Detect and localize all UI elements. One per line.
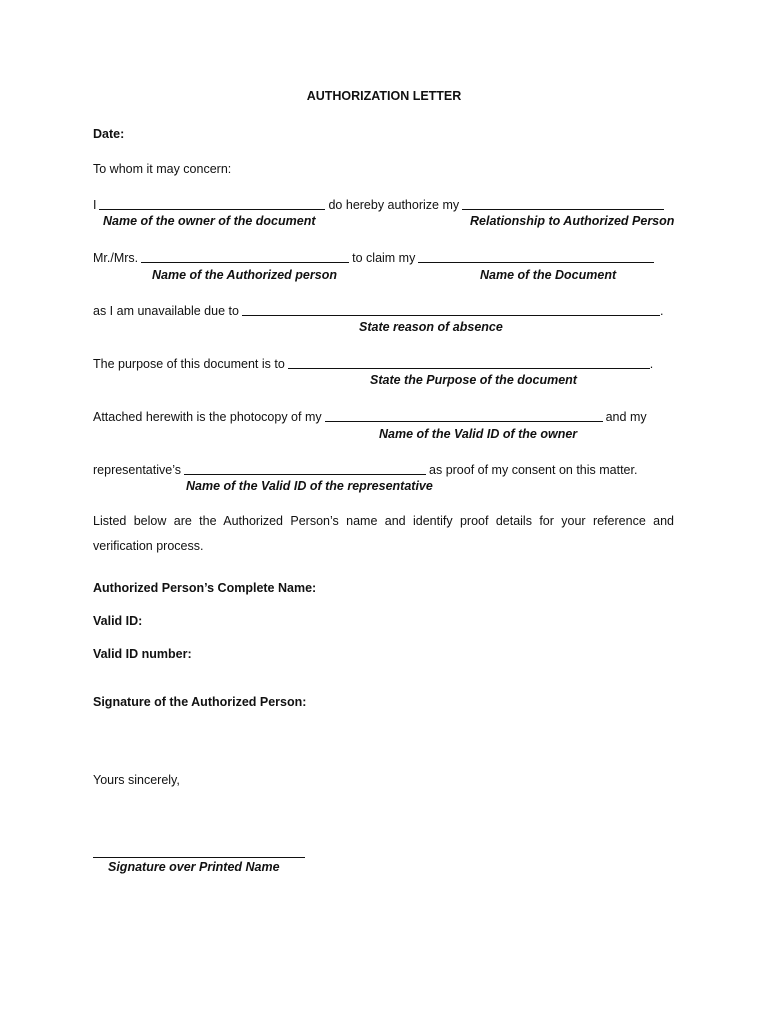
authorization-line-2 xyxy=(93,250,657,265)
purpose-caption: State the Purpose of the document xyxy=(370,373,577,387)
relationship-caption: Relationship to Authorized Person xyxy=(470,214,675,228)
line3-prefix: as I am unavailable due to xyxy=(93,304,239,318)
purpose-blank[interactable] xyxy=(288,356,650,369)
reference-paragraph: Listed below are the Authorized Person’s name and identify proof details for your reference and verification process. xyxy=(93,514,674,553)
line6-suffix: as proof of my consent on this matter. xyxy=(429,463,638,477)
representative-line xyxy=(93,462,637,477)
purpose-line xyxy=(93,356,653,371)
valid-id-number-field: Valid ID number: xyxy=(93,647,192,661)
signature-field: Signature of the Authorized Person: xyxy=(93,695,307,709)
signature-line[interactable] xyxy=(93,857,305,858)
salutation: To whom it may concern: xyxy=(93,162,232,176)
line6-prefix: representative’s xyxy=(93,463,182,477)
representative-valid-id-blank[interactable] xyxy=(184,462,426,475)
owner-valid-id-caption: Name of the Valid ID of the owner xyxy=(379,427,578,441)
line1-middle: do hereby authorize my xyxy=(328,198,460,212)
date-label: Date: xyxy=(93,127,125,141)
absence-line xyxy=(93,303,663,318)
absence-reason-caption: State reason of absence xyxy=(359,320,503,334)
line2-prefix: Mr./Mrs. xyxy=(93,251,139,265)
relationship-blank[interactable] xyxy=(462,197,664,210)
valid-id-field: Valid ID: xyxy=(93,614,143,628)
line2-middle: to claim my xyxy=(352,251,416,265)
line4-prefix: The purpose of this document is to xyxy=(93,357,285,371)
attachment-line xyxy=(93,409,647,424)
line5-prefix: Attached herewith is the photocopy of my xyxy=(93,410,322,424)
owner-name-blank[interactable] xyxy=(99,197,325,210)
authorized-person-blank[interactable] xyxy=(141,250,349,263)
line1-prefix: I xyxy=(93,198,97,212)
owner-name-caption: Name of the owner of the document xyxy=(103,214,316,228)
authorization-line-1 xyxy=(93,197,667,212)
absence-reason-blank[interactable] xyxy=(242,303,660,316)
line3-suffix: . xyxy=(659,304,664,318)
document-title: AUTHORIZATION LETTER xyxy=(306,89,462,103)
closing: Yours sincerely, xyxy=(93,773,180,787)
complete-name-field: Authorized Person’s Complete Name: xyxy=(93,581,317,595)
authorized-person-caption: Name of the Authorized person xyxy=(152,268,337,282)
line5-suffix: and my xyxy=(605,410,647,424)
document-name-caption: Name of the Document xyxy=(480,268,617,282)
representative-valid-id-caption: Name of the Valid ID of the representative xyxy=(186,479,433,493)
document-name-blank[interactable] xyxy=(418,250,654,263)
signature-caption: Signature over Printed Name xyxy=(108,860,280,874)
owner-valid-id-blank[interactable] xyxy=(325,409,603,422)
line4-suffix: . xyxy=(649,357,654,371)
